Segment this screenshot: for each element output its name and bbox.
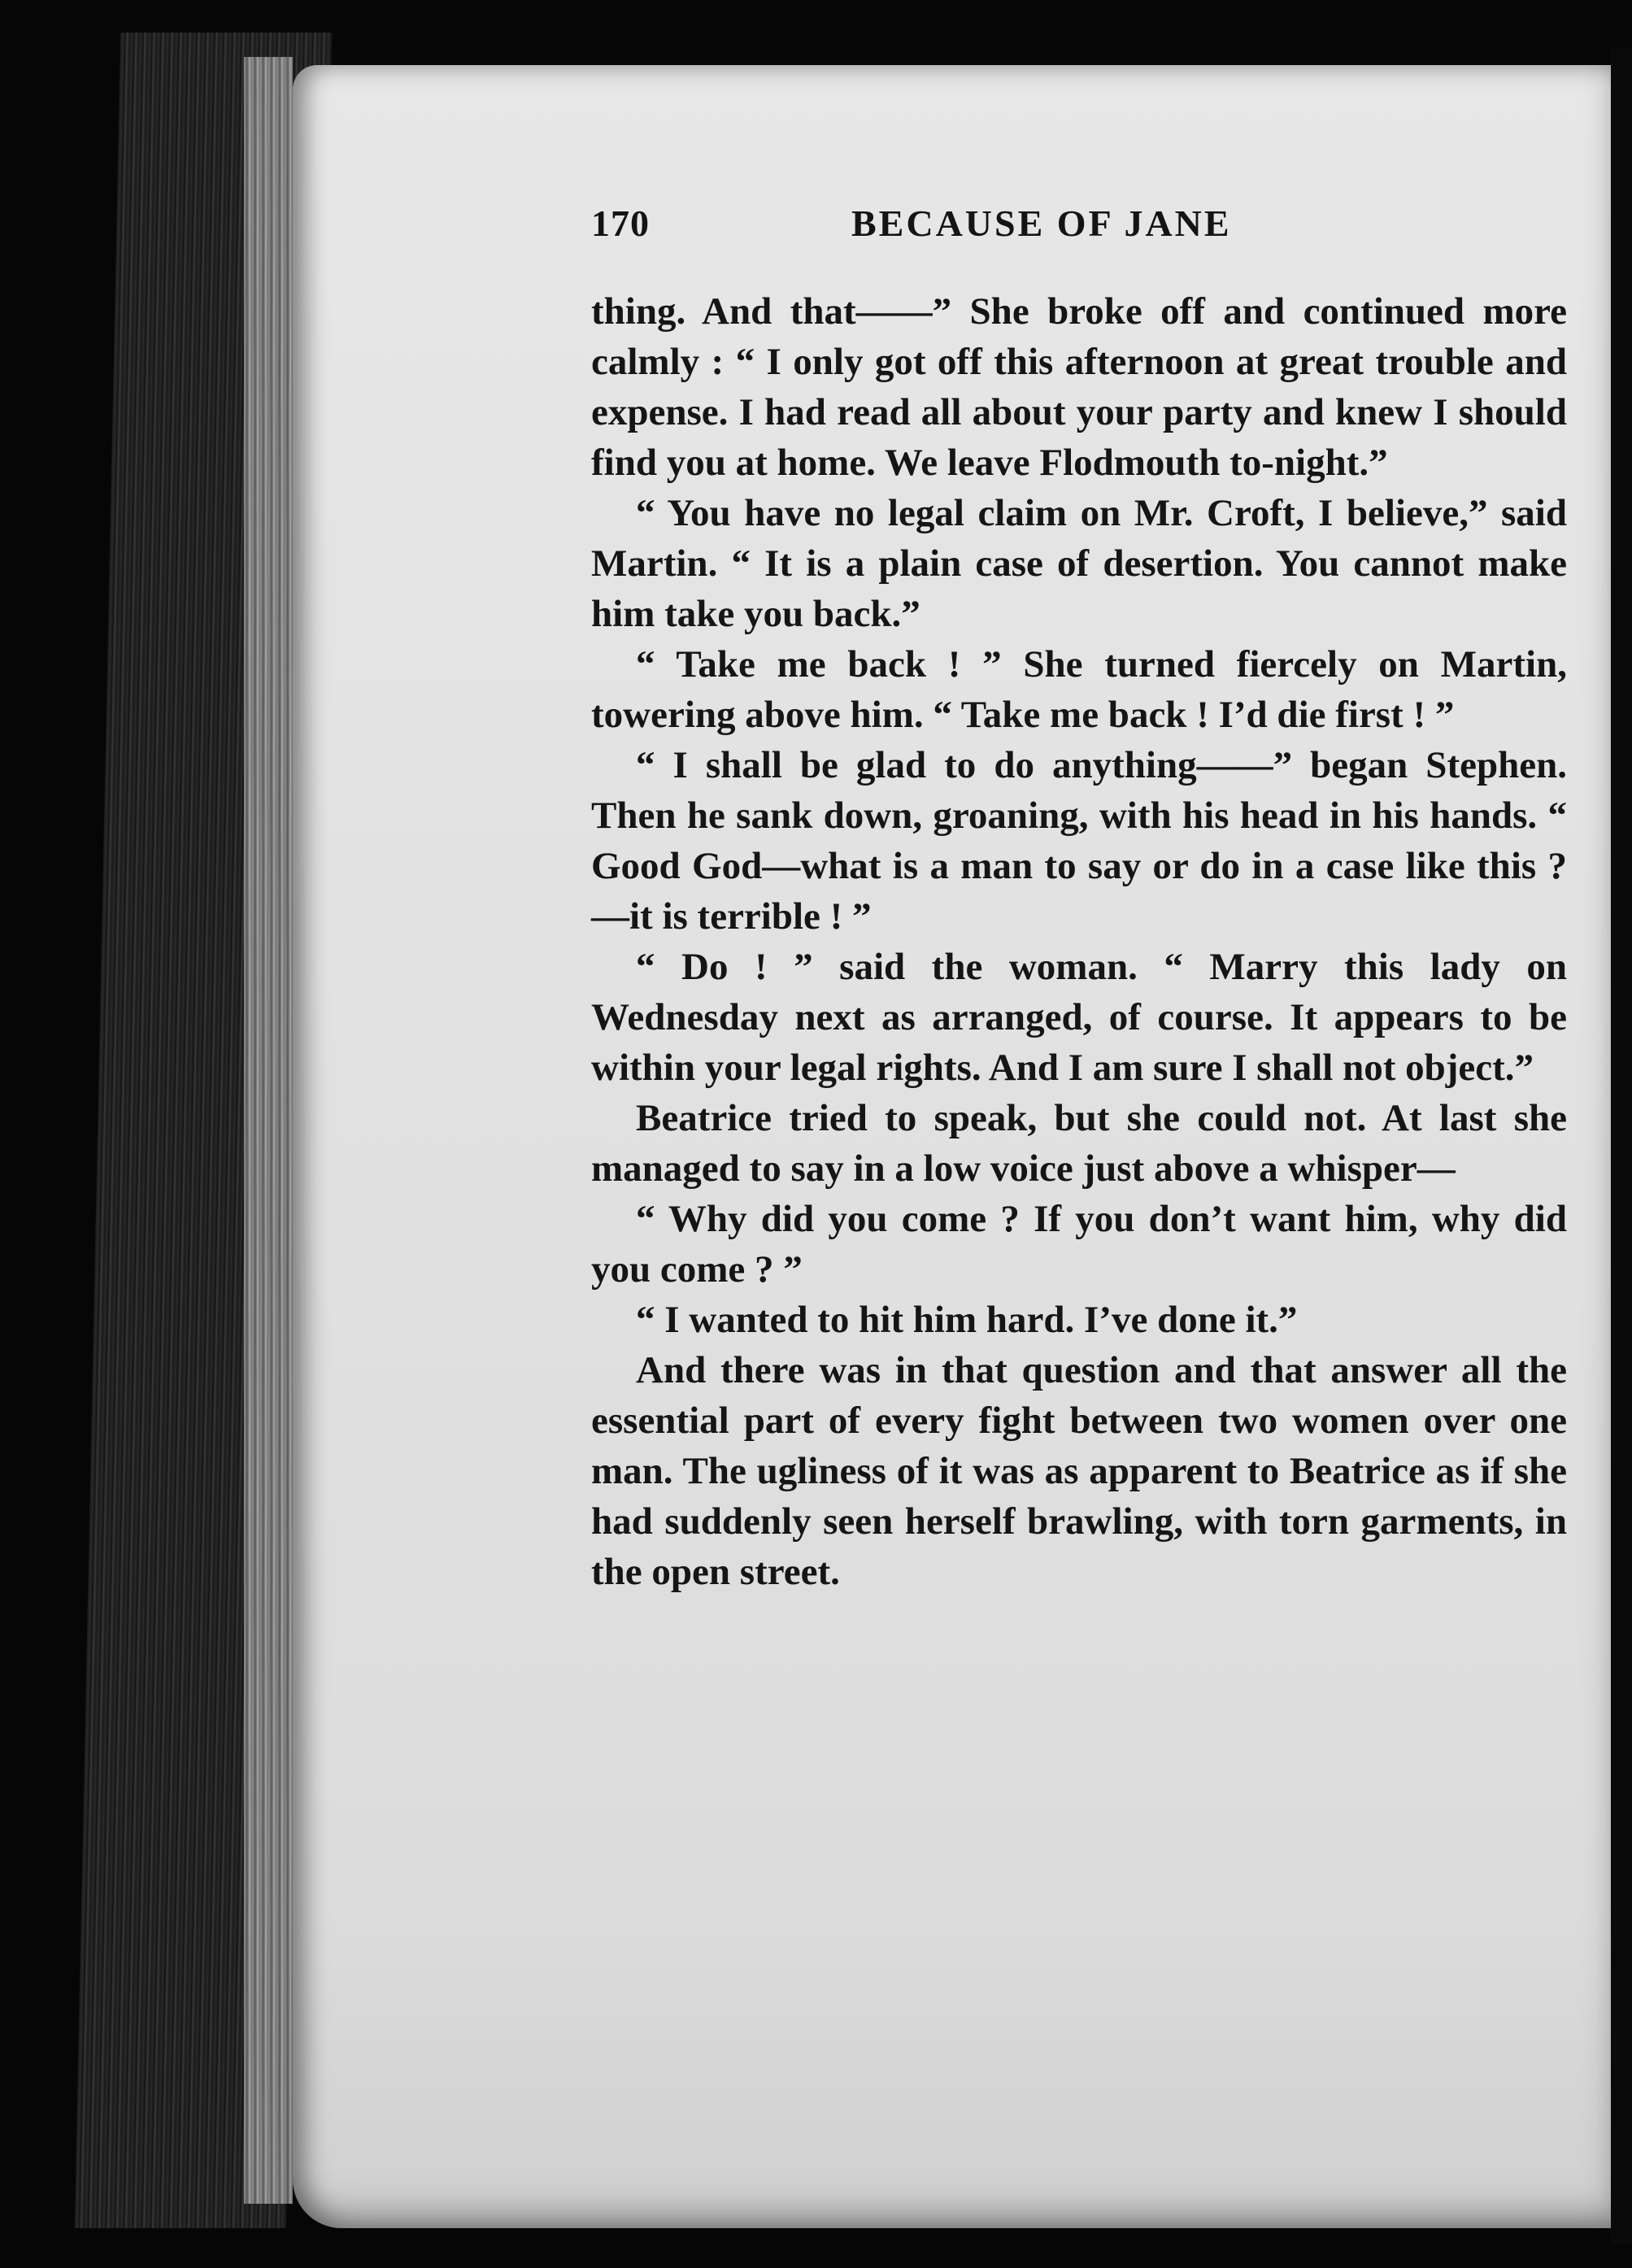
page-stack-edge	[244, 57, 293, 2204]
page-header	[591, 202, 1575, 259]
paragraph: thing. And that——” She broke off and continued more calmly : “ I only got off this afternoon at great trouble and expense. I had read all about your party and knew I should find you at home. We leave Flodmouth to-night.”	[591, 290, 1567, 484]
paragraph: “ Do ! ” said the woman. “ Marry this lady on Wednesday next as arranged, of course. It appears to be within your legal rights. And I am sure I shall not object.”	[591, 946, 1567, 1089]
paragraph: “ You have no legal claim on Mr. Croft, I believe,” said Martin. “ It is a plain case of desertion. You cannot make him take you back.”	[591, 492, 1567, 635]
page-body	[591, 286, 1567, 1597]
paragraph: And there was in that question and that answer all the essential part of every fight between two women over one man. The ugliness of it was as apparent to Beatrice as if she had suddenly seen herself brawling, with torn garments, in the open street.	[591, 1349, 1567, 1593]
paragraph: “ I shall be glad to do anything——” began Stephen. Then he sank down, groaning, with his head in his hands. “ Good God—what is a man to say or do in a case like this ?—it is terrible ! ”	[591, 744, 1567, 938]
paragraph: “ Take me back ! ” She turned fiercely on Martin, towering above him. “ Take me back ! I’d die first ! ”	[591, 643, 1567, 736]
paragraph: Beatrice tried to speak, but she could not. At last she managed to say in a low voice just above a whisper—	[591, 1097, 1567, 1190]
paragraph: “ Why did you come ? If you don’t want him, why did you come ? ”	[591, 1198, 1567, 1291]
paragraph: “ I wanted to hit him hard. I’ve done it.”	[636, 1299, 1298, 1341]
running-title: BECAUSE OF JANE	[851, 202, 1232, 244]
scan-border	[1611, 49, 1632, 2244]
page-number: 170	[591, 202, 650, 244]
